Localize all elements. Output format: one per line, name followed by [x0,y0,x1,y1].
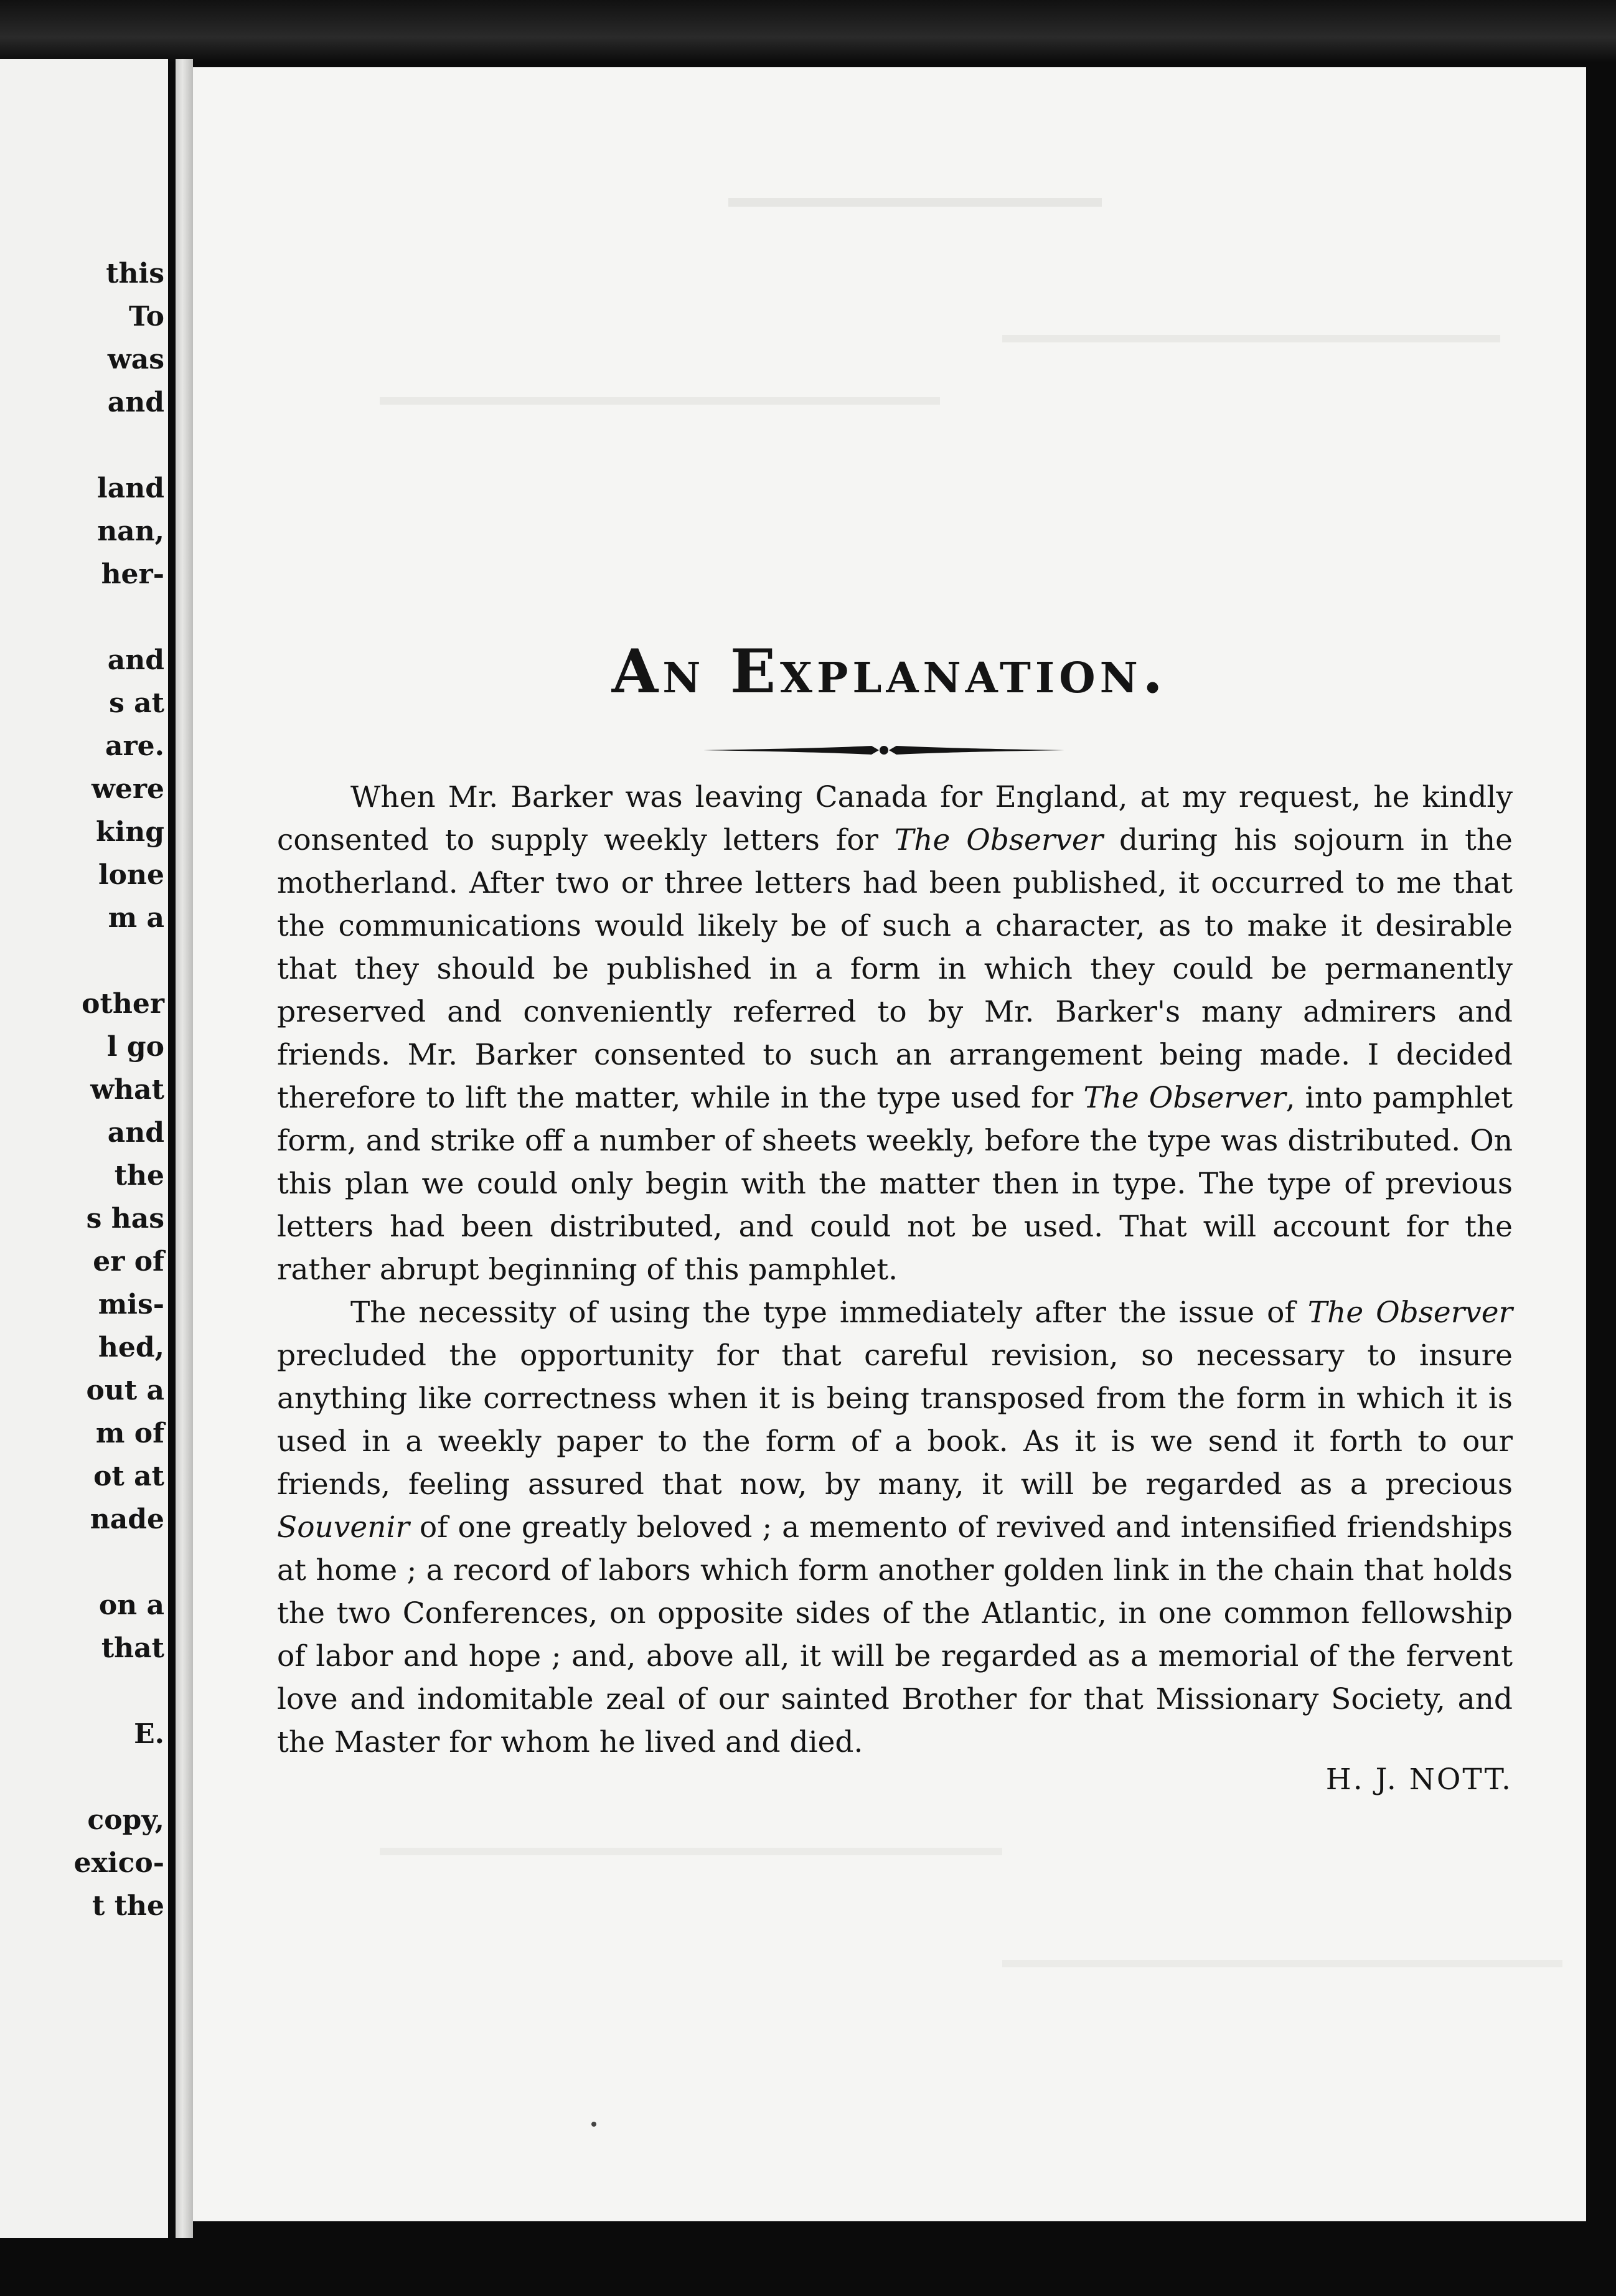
previous-page-fragment: copy, [87,1804,164,1836]
previous-page-fragment: what [90,1074,164,1106]
previous-page-fragment: land [97,473,164,504]
book-spine [176,59,193,2238]
body-paragraph [277,1291,1513,1764]
previous-page-fragment: exico- [73,1847,164,1879]
bleed-through [380,397,940,405]
previous-page-fragment: out a [86,1375,164,1406]
previous-page-fragment: on a [98,1589,164,1621]
italic-title-text: Souvenir [277,1510,410,1545]
previous-page-fragment: nade [90,1503,164,1535]
previous-page-fragment: er of [93,1246,164,1277]
italic-title-text: The Observer [1083,1081,1286,1115]
previous-page-fragment: hed, [98,1332,164,1363]
bleed-through [728,198,1102,207]
italic-title-text: The Observer [1307,1296,1513,1330]
previous-page-fragment [0,424,164,467]
previous-page-fragment: m of [95,1418,164,1449]
previous-page-fragment: lone [98,859,164,891]
paragraph-text: of one greatly beloved ; a memento of revived and intensified friendships at home ; a record of labors which form another golden link in the chain that holds the two Conferences, on opposite sides of the Atlantic, in one common fellowship of labor and hope ; and, above all, it will be regarded as a memorial of the fervent love and indomitable zeal of our sainted Brother for that Missionary Society, and the Master for whom he lived and died. [277,1510,1513,1759]
title-rule-ornament [703,741,1064,760]
previous-page-fragment: was [107,344,164,375]
bleed-through [1002,335,1500,342]
page-title: An Explanation. [611,636,1168,707]
previous-page-fragment: and [107,1117,164,1149]
previous-page-fragment: the [114,1160,164,1192]
previous-page-fragment: mis- [98,1289,164,1320]
previous-page-fragment [0,939,164,982]
previous-page-fragment: king [96,816,164,848]
italic-title-text: The Observer [894,823,1104,857]
previous-page-fragment: that [101,1632,164,1664]
explanation-body [277,776,1513,1764]
bleed-through [1002,1960,1562,1967]
body-paragraph [277,776,1513,1291]
previous-page-fragment: s at [109,687,164,719]
previous-page-fragment: and [107,644,164,676]
previous-page-fragment [0,1541,164,1584]
bleed-through [380,1848,1002,1855]
page [193,67,1586,2221]
previous-page-fragment: other [82,988,164,1020]
previous-page-fragment: were [91,773,164,805]
previous-page-fragment: E. [134,1718,164,1750]
paragraph-text: When Mr. Barker was leaving Canada for England, at my request, he kindly consented to supply weekly letters for [277,780,1513,857]
paragraph-text: during his sojourn in the motherland. After two or three letters had been published, it occurred to me that the communications would likely be of such a character, as to make it desirable that they should be published in a form in which they could be permanently preserved and conveniently referred to by Mr. Barker's many admirers and friends. Mr. Barker consented to such an arrangement being made. I decided therefore to lift the matter, while in the type used for [277,823,1513,1115]
previous-page-text-fragments [0,252,164,1927]
signature: H. J. NOTT. [1325,1762,1513,1797]
previous-page-fragment: l go [106,1031,164,1063]
previous-page-fragment: t the [92,1890,164,1922]
page-mark [591,2122,596,2127]
previous-page-fragment: this [106,258,164,289]
previous-page-fragment [0,1756,164,1799]
previous-page-fragment: and [107,387,164,418]
previous-page-fragment: are. [105,730,164,762]
previous-page-fragment: s has [86,1203,164,1235]
paragraph-text: , into pamphlet form, and strike off a number of sheets weekly, before the type was distributed. On this plan we could only begin with the matter then in type. The type of previous letters had been distributed, and could not be used. That will account for the rather abrupt beginning of this pamphlet. [277,1081,1513,1287]
paragraph-text: precluded the opportunity for that careful revision, so necessary to insure anything like correctness when it is being transposed from the form in which it is used in a weekly paper to the form of a book. As it is we send it forth to our friends, feeling assured that now, by many, it will be regarded as a precious [277,1339,1513,1502]
scan-top-edge [0,0,1616,62]
previous-page-fragment [0,596,164,639]
previous-page-fragment: m a [108,902,164,934]
previous-page-fragment [0,1670,164,1713]
previous-page-edge [0,59,168,2238]
previous-page-fragment: To [128,301,164,332]
previous-page-fragment: nan, [97,515,164,547]
paragraph-text: The necessity of using the type immediately after the issue of [350,1296,1308,1330]
previous-page-fragment: ot at [93,1461,164,1492]
previous-page-fragment: her- [101,558,164,590]
